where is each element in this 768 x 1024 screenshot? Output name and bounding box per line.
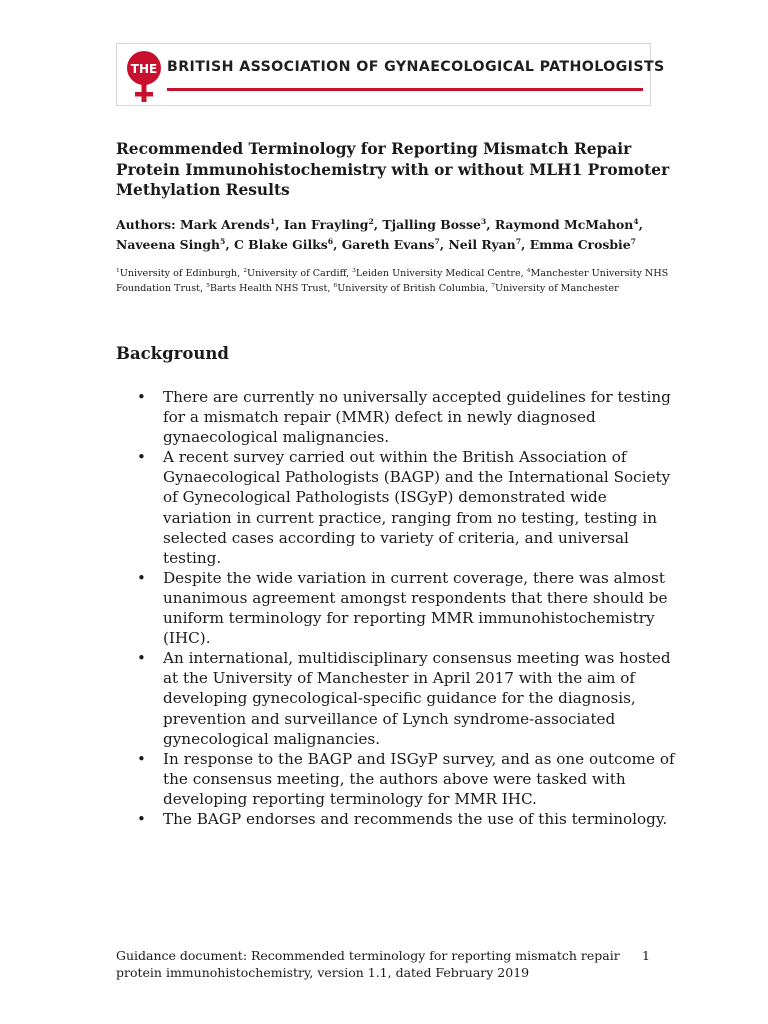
author-name: Naveena Singh (116, 237, 221, 252)
list-item (116, 568, 676, 648)
list-item (116, 809, 676, 829)
affiliation-text: Manchester University NHS Foundation Trust, (116, 268, 669, 294)
affiliation-mark: 3 (352, 266, 356, 274)
list-item-text: A recent survey carried out within the British Association of Gynaecological Pathologists (BAGP) and the International Society of Gynecological Pathologists (ISGyP) demonstrated wide variation in current practice, ranging from no testing, testing in selected cases according to variety of criteria, and universal testing. (163, 448, 671, 567)
footer-text: Guidance document: Recommended terminology for reporting mismatch repair protein immunohistochemistry, version 1.1, dated February 2019 (116, 948, 620, 980)
author-affiliation-mark: 6 (327, 236, 334, 246)
author-affiliation-mark: 3 (480, 216, 487, 226)
author-affiliation-mark: 7 (434, 236, 440, 246)
background-bullet-list (116, 387, 676, 829)
authors-line (116, 215, 676, 255)
bullet-icon: • (137, 649, 146, 668)
affiliation-text: University of Cardiff, (247, 268, 353, 279)
author-name: Mark Arends (180, 217, 270, 232)
affiliation-mark: 7 (491, 281, 495, 289)
affiliations (116, 267, 676, 296)
list-item-text: Despite the wide variation in current coverage, there was almost unanimous agreement amongst respondents that there should be uniform terminology for reporting MMR immunohistochemistry (IHC). (163, 568, 668, 648)
affiliation-mark: 1 (116, 266, 120, 274)
affiliation-mark: 4 (526, 266, 531, 274)
list-item (116, 648, 676, 748)
author-name: Ian Frayling (283, 217, 369, 232)
list-item (116, 749, 676, 809)
affiliation-text: University of Edinburgh, (119, 268, 244, 279)
author-affiliation-mark: 1 (269, 216, 276, 226)
author-name: Neil Ryan (448, 237, 516, 252)
author-name: Emma Crosbie (529, 237, 631, 252)
section-heading: Background (116, 344, 229, 363)
author-name: C Blake Gilks (234, 237, 328, 252)
authors-list: Mark Arends$^1$, Ian Frayling$^2$, Tjalling Bosse$^3$, Raymond McMahon$^4$, Naveena Singh$^5$, C Blake Gilks$^6$, Gareth Evans$^7$, Neil Ryan$^7$, Emma Crosbie$^7$ (116, 216, 643, 252)
affiliation-text: University of British Columbia, (337, 282, 492, 294)
author-affiliation-mark: 4 (633, 216, 639, 226)
bagp-logo-icon (125, 48, 165, 104)
bullet-icon: • (137, 809, 146, 828)
bullet-icon: • (137, 749, 146, 768)
bullet-icon: • (137, 388, 146, 406)
organization-name: BRITISH ASSOCIATION OF GYNAECOLOGICAL PATHOLOGISTS (167, 59, 665, 75)
author-name: Tjalling Bosse (382, 217, 481, 232)
author-affiliation-mark: 2 (368, 216, 374, 226)
bullet-icon: • (137, 448, 146, 467)
page-number: 1 (642, 948, 650, 963)
affiliation-text: Barts Health NHS Trust, (209, 282, 334, 294)
header-banner (116, 43, 665, 106)
affiliation-mark: 2 (243, 266, 247, 274)
list-item (116, 387, 676, 447)
list-item (116, 447, 676, 568)
logo-text: THE (130, 62, 158, 76)
author-name: Gareth Evans (341, 237, 435, 252)
authors-label: Authors: (116, 217, 181, 232)
list-item-text: In response to the BAGP and ISGyP survey, and as one outcome of the consensus meeting, the authors above were tasked with developing reporting terminology for MMR IHC. (163, 749, 675, 808)
affiliation-mark: 6 (333, 281, 338, 289)
author-affiliation-mark: 7 (630, 236, 636, 246)
affiliation-mark: 5 (206, 281, 210, 289)
author-name: Raymond McMahon (494, 217, 634, 232)
list-item-text: There are currently no universally accepted guidelines for testing for a mismatch repair (MMR) defect in newly diagnosed gynaecological malignancies. (163, 388, 671, 447)
affiliation-text: Leiden University Medical Centre, (355, 268, 527, 279)
affiliation-text: University of Manchester (494, 282, 619, 294)
list-item-text: The BAGP endorses and recommends the use of this terminology. (163, 809, 668, 828)
header-rule (167, 88, 643, 91)
author-affiliation-mark: 5 (220, 236, 226, 246)
document-title: Recommended Terminology for Reporting Mismatch Repair Protein Immunohistochemistry with or without MLH1 Promoter Methylation Results (116, 140, 670, 199)
author-affiliation-mark: 7 (515, 236, 522, 246)
bullet-icon: • (137, 568, 146, 587)
list-item-text: An international, multidisciplinary consensus meeting was hosted at the University of Manchester in April 2017 with the aim of developing gynecological-specific guidance for the diagnosis, prevention and surveillance of Lynch syndrome-associated gynecological malignancies. (163, 649, 671, 748)
